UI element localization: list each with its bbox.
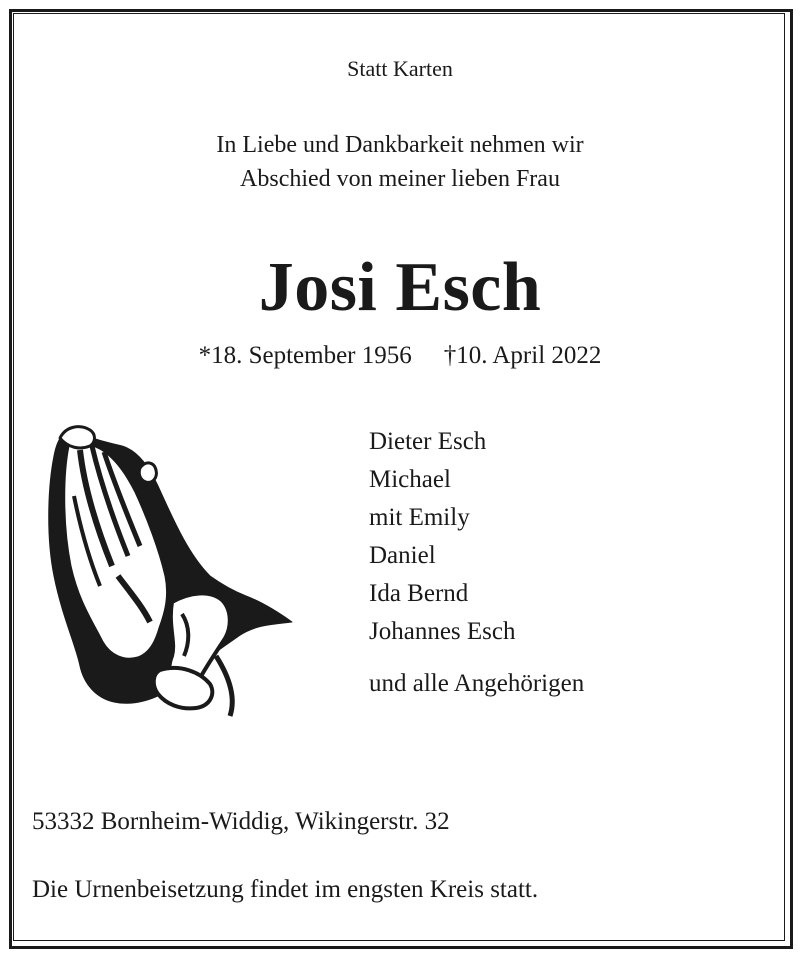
family-member: Daniel [369,542,436,569]
burial-note: Die Urnenbeisetzung findet im engsten Kreis statt. [32,876,539,903]
family-member: Johannes Esch [369,618,516,645]
family-member: Ida Bernd [369,580,469,607]
address: 53332 Bornheim-Widdig, Wikingerstr. 32 [32,808,450,835]
header-text: Statt Karten [347,56,453,81]
death-date: †10. April 2022 [443,342,602,369]
birth-date: *18. September 1956 [198,342,412,369]
family-member: mit Emily [369,504,470,531]
intro-line-1: In Liebe und Dankbarkeit nehmen wir [216,132,584,158]
relatives-line: und alle Angehörigen [369,670,585,697]
deceased-name: Josi Esch [258,249,542,326]
family-member: Dieter Esch [369,428,487,455]
praying-hands-icon [40,416,296,720]
intro-line-2: Abschied von meiner lieben Frau [240,166,560,192]
life-dates [0,342,800,370]
family-member: Michael [369,466,451,493]
